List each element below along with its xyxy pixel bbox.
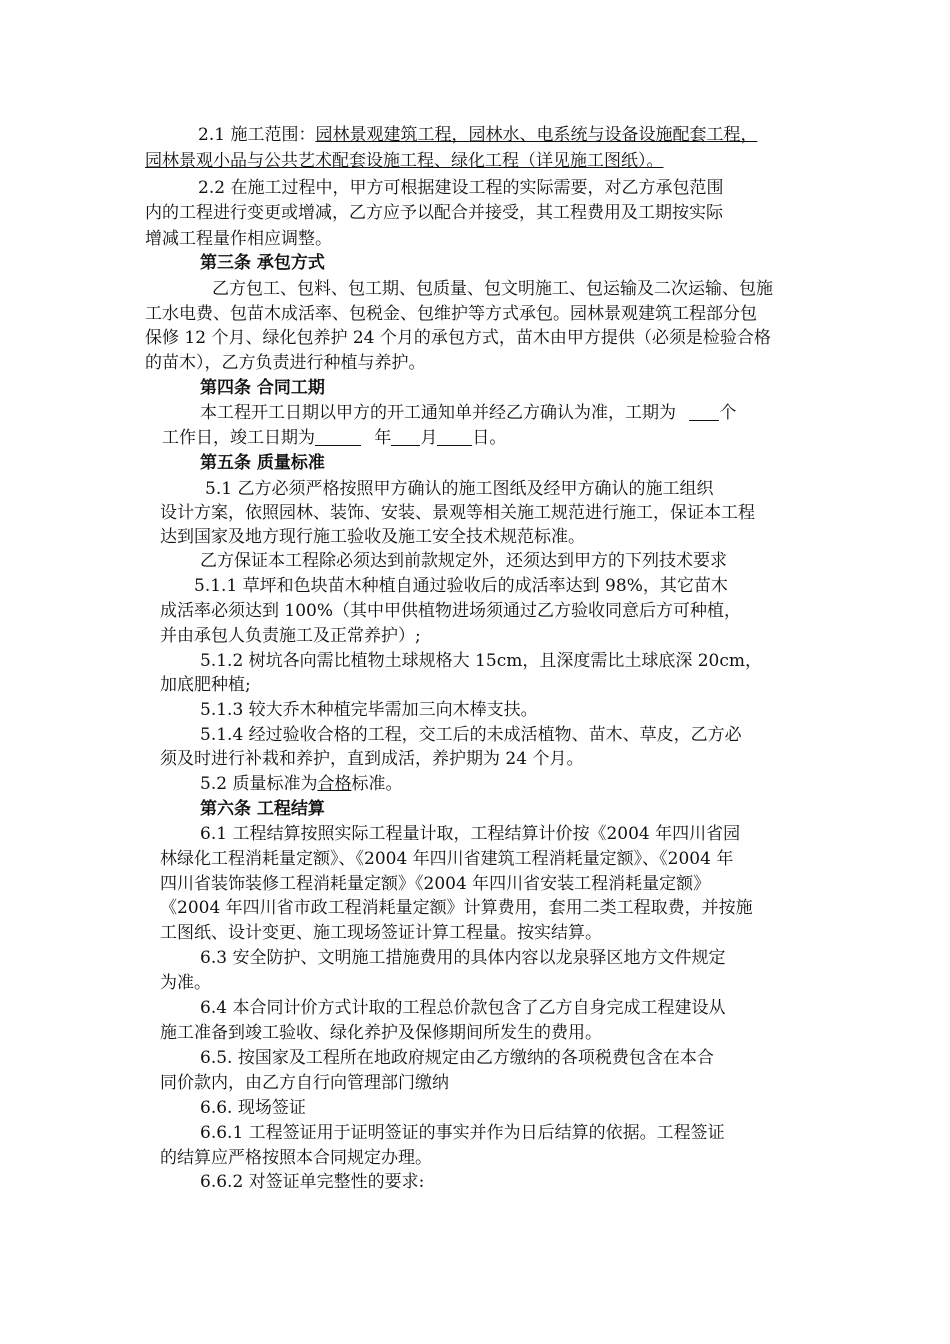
p6-1-line2: 林绿化工程消耗量定额》、《2004 年四川省建筑工程消耗量定额》、《2004 年 [160, 849, 734, 869]
p6-6: 6.6. 现场签证 [200, 1098, 306, 1118]
p5-extra: 乙方保证本工程除必须达到前款规定外，还须达到甲方的下列技术要求 [200, 551, 727, 571]
p5-2-b: 合格 [317, 774, 352, 794]
year-blank [315, 427, 361, 446]
article4-line2-b: 年 [374, 428, 392, 448]
s2-1-prefix: 2.1 施工范围： [198, 125, 316, 145]
p5-1-2-line1: 5.1.2 树坑各向需比植物土球规格大 15cm，且深度需比土球底深 20cm， [200, 651, 763, 671]
p6-5-line2: 同价款内，由乙方自行向管理部门缴纳 [160, 1073, 449, 1093]
p5-1-1-line1: 5.1.1 草坪和色块苗木种植自通过验收后的成活率达到 98%，其它苗木 [194, 576, 728, 596]
s2-1-line1 [198, 123, 757, 148]
p6-1-line1: 6.1 工程结算按照实际工程量计取，工程结算计价按《2004 年四川省园 [200, 824, 741, 844]
p5-1-line2: 设计方案，依照园林、装饰、安装、景观等相关施工规范进行施工，保证本工程 [160, 503, 755, 523]
p5-2-c: 标准。 [351, 774, 403, 794]
article4-line1 [200, 401, 736, 426]
p6-1-line5: 工图纸、设计变更、施工现场签证计算工程量。按实结算。 [160, 923, 602, 943]
p5-1-4-line1: 5.1.4 经过验收合格的工程，交工后的未成活植物、苗木、草皮，乙方必 [200, 725, 742, 745]
article3-line4: 的苗木），乙方负责进行种植与养护。 [145, 353, 426, 373]
p6-1-line3: 四川省装饰装修工程消耗量定额》《2004 年四川省安装工程消耗量定额》 [160, 874, 711, 894]
article5-heading: 第五条 质量标准 [200, 453, 325, 473]
p6-6-2: 6.6.2 对签证单完整性的要求: [200, 1172, 425, 1192]
p6-1-line4: 《2004 年四川省市政工程消耗量定额》计算费用，套用二类工程取费，并按施 [160, 898, 753, 918]
article4-line2-d: 日。 [472, 428, 507, 448]
p6-6-1-line1: 6.6.1 工程签证用于证明签证的事实并作为日后结算的依据。工程签证 [200, 1123, 725, 1143]
article4-heading: 第四条 合同工期 [200, 378, 325, 398]
p6-5-line1: 6.5. 按国家及工程所在地政府规定由乙方缴纳的各项税费包含在本合 [200, 1048, 714, 1068]
article3-line3: 保修 12 个月、绿化包养护 24 个月的承包方式，苗木由甲方提供（必须是检验合格 [145, 328, 771, 348]
article3-line1: 乙方包工、包料、包工期、包质量、包文明施工、包运输及二次运输、包施 [212, 279, 773, 299]
day-blank [437, 427, 472, 446]
duration-blank [689, 402, 719, 421]
month-blank [391, 427, 420, 446]
p5-1-2-line2: 加底肥种植; [160, 675, 251, 695]
p5-1-1-line2: 成活率必须达到 100%（其中甲供植物进场须通过乙方验收同意后方可种植， [160, 601, 742, 621]
article3-heading: 第三条 承包方式 [200, 253, 325, 273]
article4-line2-a: 工作日，竣工日期为 [162, 428, 315, 448]
p6-3-line1: 6.3 安全防护、文明施工措施费用的具体内容以龙泉驿区地方文件规定 [200, 948, 726, 968]
s2-2-line2: 内的工程进行变更或增减，乙方应予以配合并接受，其工程费用及工期按实际 [145, 203, 723, 223]
p5-1-line3: 达到国家及地方现行施工验收及施工安全技术规范标准。 [160, 527, 585, 547]
s2-2-line3: 增减工程量作相应调整。 [145, 229, 332, 249]
article4-line1-end: 个 [719, 403, 737, 423]
p5-2 [200, 772, 402, 797]
p5-1-line1: 5.1 乙方必须严格按照甲方确认的施工图纸及经甲方确认的施工组织 [205, 479, 714, 499]
p6-3-line2: 为准。 [160, 973, 211, 993]
p5-1-1-line3: 并由承包人负责施工及正常养护）; [160, 626, 421, 646]
s2-2-line1: 2.2 在施工过程中，甲方可根据建设工程的实际需要，对乙方承包范围 [198, 178, 724, 198]
p5-2-a: 5.2 质量标准为 [200, 774, 318, 794]
article3-line2: 工水电费、包苗木成活率、包税金、包维护等方式承包。园林景观建筑工程部分包 [145, 304, 757, 324]
article4-line2 [162, 426, 506, 451]
p5-1-4-line2: 须及时进行补栽和养护，直到成活，养护期为 24 个月。 [160, 749, 584, 769]
p6-6-1-line2: 的结算应严格按照本合同规定办理。 [160, 1148, 432, 1168]
article4-line1-text: 本工程开工日期以甲方的开工通知单并经乙方确认为准，工期为 [200, 403, 676, 423]
s2-1-scope-line2: 园林景观小品与公共艺术配套设施工程、绿化工程（详见施工图纸）。 [145, 151, 664, 171]
p5-1-3: 5.1.3 较大乔木种植完毕需加三向木棒支扶。 [200, 700, 538, 720]
article4-line2-c: 月 [420, 428, 438, 448]
p6-4-line1: 6.4 本合同计价方式计取的工程总价款包含了乙方自身完成工程建设从 [200, 998, 726, 1018]
p6-4-line2: 施工准备到竣工验收、绿化养护及保修期间所发生的费用。 [160, 1023, 602, 1043]
s2-1-scope-line1: 园林景观建筑工程，园林水、电系统与设备设施配套工程， [315, 125, 758, 145]
article6-heading: 第六条 工程结算 [200, 799, 325, 819]
